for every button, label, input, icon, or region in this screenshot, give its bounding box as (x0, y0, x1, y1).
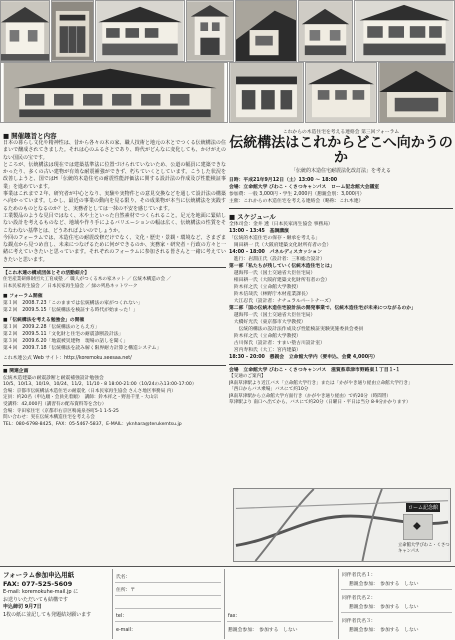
event-line: 10/5、10/13、10/19、10/24、11/2、11/10・8 18:00-21:00（10/24のみ13:00-17:00） (3, 382, 197, 388)
divider (3, 365, 226, 366)
study-item: 第３回 2009.6.20「地震被災建物 現場の話しを聞く」 (3, 339, 129, 345)
event-line: 会場：寺田家住宅（京都市右京区鳴滝泉谷町5-1 1-5-25 (3, 408, 119, 414)
photo-collage (0, 0, 455, 123)
form-companions (338, 569, 453, 639)
schedule-heading: ■ スケジュール (229, 212, 453, 221)
intro-paragraph-3: 事業はこれまで２年、研究者が中心となり、実験や実物件との意見交換などを通して設計法の構築へ向かっています。しかし、最近の事業の動向を見る限り、その成果物が本当に伝統構法を実践するためのものとなるのか？と、実務者としては一抹の不安を感じています。 (3, 191, 226, 212)
schedule-item: 大江忍氏（設計者：ナチュラルパートナーズ） (229, 299, 334, 304)
org-list-2: 日本民家再生協会 ／ 日本民家再生協会 ／ 緑の列島ネットワーク (3, 283, 138, 289)
event-subtitle: 伝統木造建築の耐震診断と耐震補強設計勉強会 (3, 376, 104, 382)
contact-line: TEL：080-6798-8425、FAX：05-5467-5837、E-MAIL：yknhara@terukemtsu.jp (3, 421, 182, 427)
schedule-item: 大橋好光氏（東京都市大学教授） (229, 320, 306, 325)
schedule-item: 18:30 - 20:00 懇親会 立命館大学内（要申込、会費 4,000円） (229, 355, 378, 360)
divider (229, 364, 453, 365)
access-map (233, 488, 451, 562)
contact-line: 問い合わせ：実在伝統木構造住宅を考える会 (3, 415, 95, 421)
form-fax-column (224, 569, 334, 639)
schedule-item: 宮内寿和氏（大工：宮内建築） (229, 348, 301, 353)
access-heading: 会場 立命館大学 びわこ・くさつキャンパス 滋賀県草津市野路東１丁目１-１ (229, 368, 401, 373)
access-line: 草津駅より 南口へ出てから、バスにて約20分（日曜日・平日は当分 8-9分かかります） (229, 400, 411, 406)
event-heading: ■ 関連企画 (3, 369, 29, 375)
divider (3, 267, 226, 268)
schedule-item: 古川保氏（設計者：すまい塾古川設計室） (229, 341, 325, 346)
intro-paragraph-5: 今回のフォーラムでは、木造住宅の耐震改修だけでなく、文化・歴史・景観・環境など、さまざまな観点から見つめ直し、未来につなげるために何ができるのか、実務家・研究者・行政の方々と一緒に考えていきたいと思っています。それぞれのフォーラムに参加される皆さんと一緒に考えていきたいと思います。 (3, 234, 226, 263)
intro-heading: ■ 開催趣旨と内容 (3, 131, 226, 140)
building-photo-11 (378, 62, 455, 123)
building-photo-7 (354, 0, 455, 62)
building-photo-5 (235, 0, 297, 62)
schedule-item: 全体司会：金井 透（日本民家再生協会 事務局） (229, 222, 333, 227)
divider (229, 208, 453, 209)
fax-field[interactable]: fax： (228, 614, 241, 619)
email-field[interactable]: e-mail： (116, 628, 136, 633)
intro-paragraph-4: 工業製品のような見目ではなく、木や土といった自然素材でつくられること。足元を地面に緊結しない設計を考えるものなど、地域や作り手によるバリエーションの幅は広く、伝統構法の性質をそこなわない基準とは、どうあればよいのでしょうか。 (3, 212, 226, 234)
host-line: 主催：これからの木造住宅を考える連絡会（略称：これ木連） (229, 199, 364, 204)
schedule-item: 伝統的構法の設計法作成及び性能検証実験実施委員会委員 (229, 327, 364, 332)
event-line: 受講料：42,000円（講習有の配布資料等を含む） (3, 402, 107, 408)
schedule-item: 進行：岩淵正氏（設計者：三和総合設計） (229, 257, 325, 262)
intro-paragraph-1: 日本の暮らし文化や精神性は、昔から各々の木の家、職人技術と地元の木とでつくる伝統構法の住まいで醸成されてきました。それは心のふるさとであり、時代がどんなに変化しても、かけがえのない国民の宝です。 (3, 140, 226, 161)
form-note: E-mail: koremokuhe-mail.jp に (3, 589, 79, 595)
study-heading: ■「伝統構法を考える勉強会」の開催 (3, 318, 85, 324)
schedule-item: 第一部「私たちが残していく伝統木造住宅とは」 (229, 264, 335, 269)
form-title: フォーラム参加申込用紙 (3, 571, 75, 579)
schedule-item: 13:00 - 13:45 基調講演 (229, 229, 289, 234)
access-line: JR南草津駅から立命館大学方面行き（かがやき通り経由）で約20分（時間帯） (229, 393, 391, 399)
schedule-item: 越海邦一氏（国土交通省大臣住宅局） (229, 271, 316, 276)
form-fax: FAX: 077-525-5609 (3, 580, 73, 588)
application-form (0, 566, 455, 640)
venue-line: 会場：立命館大学 びわこ・くさつキャンパス ローム記念館大会議室 (229, 185, 380, 190)
building-photo-4 (186, 0, 234, 62)
building-photo-10 (305, 62, 377, 123)
form-main-fields (112, 569, 222, 639)
companion-party-3[interactable]: 懇親会参加： 参加する しない (349, 628, 419, 633)
schedule-item: 14:00 - 18:00 パネルディスカッション (229, 250, 322, 255)
org-list-1: 住宅産業研修財団大工育成塾 ／ 職人がつくる木の家ネット ／ 伝統木構造の会 ／ (3, 277, 172, 283)
fee-line: 参加費：一般 3,000円・学生 2,000円（懇親会別：3,000円） (229, 192, 365, 197)
schedule-item: 鈴木信哉氏（林野庁木材産業課長） (229, 292, 311, 297)
left-column (3, 128, 226, 558)
form-note: 1枚の紙に並記しても発題結対願います (3, 611, 92, 618)
schedule-item: 相田耕一氏（大阪府建築文化財所有者の会） (229, 278, 330, 283)
event-line: 会場：京都市伝統構法木造住宅の耐震化（日本民家再生協会 さんさ地区事務局 内） (3, 388, 176, 394)
schedule-item: 岡田耕一 氏（大阪府建築文化財所有者の会） (229, 243, 332, 248)
main-title: 伝統構法はこれからどこへ向かうのか (229, 135, 453, 166)
access-line: 「西口からバス乗場」バスにて約10分 (229, 387, 309, 393)
tel-field[interactable]: tel： (116, 614, 127, 619)
companion-name-1[interactable]: 同伴者氏名１： (342, 573, 376, 578)
building-photo-8 (0, 62, 228, 123)
schedule-item: 越海邦一氏（国土交通省大臣住宅局） (229, 313, 316, 318)
study-item: 第１回 2009.2.28「伝統構法のとらえ方」 (3, 325, 100, 331)
study-item: 第４回 2009.7.18「伝統構法を読み解く限界耐力計算と構造システム」 (3, 346, 162, 352)
date-line: 日時：平成21年9月12日（土）13:00 ～ 18:00 (229, 178, 338, 183)
intro-paragraph-2: ところが、伝統構法は現在では建築基準法に位置づけられていないため、公道の幅員に建築できなかったり、多くの古い建物が有効な耐震補強ができず、朽ちていくとしています。こうした状況を改善しようと、国ではH「伝統的木造住宅の耐震性能評価法に関する設計法の作成及び性能検証事業」を進めています。 (3, 161, 226, 190)
name-field[interactable]: 氏名： (116, 575, 131, 580)
companion-name-3[interactable]: 同伴者氏名３： (342, 619, 376, 624)
schedule-item: 「伝統的木造住宅の保存・継承を考える」 (229, 236, 321, 241)
form-fields (112, 569, 453, 639)
form-note: お送りいただいても結構です (3, 596, 69, 603)
access-line: 【交通のご案内】 (229, 374, 266, 379)
form-info (3, 571, 111, 619)
study-item: 第２回 2009.5.11「文化財と住宅の耐震診断設計法」 (3, 332, 124, 338)
map-label-campus: 立命館大学びわこ・くさつキャンパス (398, 543, 450, 554)
building-photo-6 (298, 0, 353, 62)
form-deadline: 申込締切 9月7日 (3, 604, 42, 610)
forum-item: 第１回 2008.7.23「このままでは伝統構法の家がつくれない」 (3, 301, 143, 307)
map-label-rohm: ローム記念館 (408, 505, 439, 511)
schedule-item: 鈴木祥之氏（立命館大学教授） (229, 285, 301, 290)
forum-heading: ■ フォーラム開催 (3, 294, 43, 300)
building-photo-9 (229, 62, 304, 123)
address-field[interactable]: 住所：〒 (116, 588, 136, 593)
series-kicker: これからの木造住宅を考える連絡会 第三回フォーラム (282, 130, 400, 135)
sub-title: 「伝統的木造住宅耐震法化改訂法」を考える (290, 168, 391, 174)
access-line: JR南草津駅より近江バス「立命館大学行き」または「かがやき通り経由立命館大学行き」 (229, 380, 413, 386)
forum-item: 第２回 2009.5.15「伝統構法を検証する時代が始まった！」 (3, 308, 138, 314)
schedule-item: 鈴木祥之氏（立命館大学教授） (229, 334, 301, 339)
companion-party-2[interactable]: 懇親会参加： 参加する しない (349, 605, 419, 610)
org-heading: 【これ木連の構成団体とその活動紹介】 (3, 271, 90, 277)
event-line: 定員：約20名（申込順・会員先着順） 講師：鈴木祥之・野島千里・大山宗 (3, 395, 159, 401)
companion-party-1[interactable]: 懇親会参加： 参加する しない (349, 582, 419, 587)
party-attendance-main[interactable]: 懇親会参加： 参加する しない (228, 628, 298, 633)
schedule-list (229, 221, 453, 361)
building-photo-2 (51, 0, 94, 62)
companion-name-2[interactable]: 同伴者氏名２： (342, 596, 376, 601)
schedule-item: 第二部「国の伝統木造住宅設計法の開発事業で、伝統木造住宅が未来につながるのか」 (229, 306, 416, 311)
building-photo-1 (0, 0, 50, 62)
website-link[interactable]: これ木連公式 Web サイト：http://koremoku.seesaa.net/ (3, 356, 132, 362)
building-photo-3 (95, 0, 185, 62)
